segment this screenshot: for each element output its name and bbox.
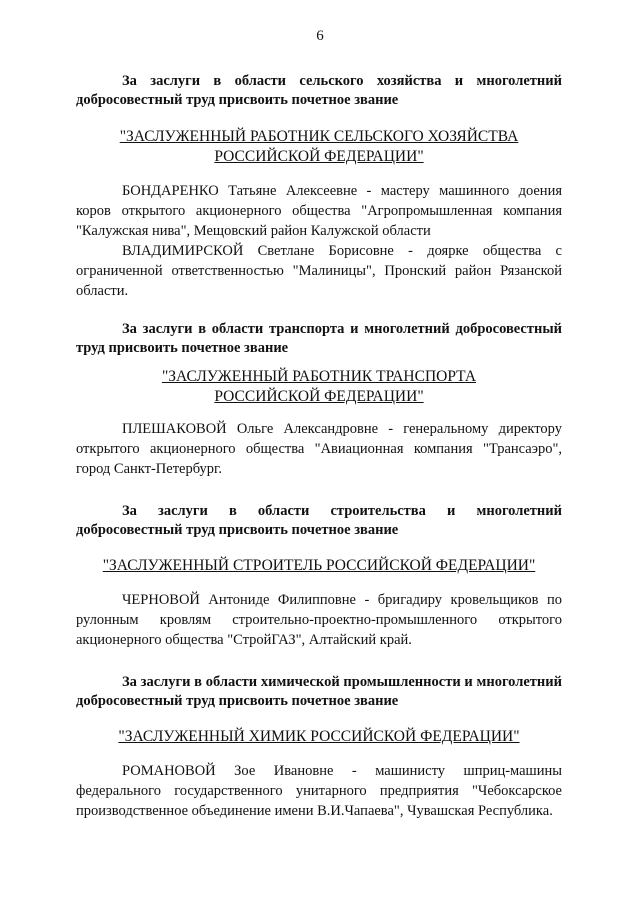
section-heading-agriculture: За заслуги в области сельского хозяйства и многолетний добросовестный труд присвоить почетное звание <box>76 73 562 108</box>
awardee-pleshakova: ПЛЕШАКОВОЙ Ольге Александровне - генеральному директору открытого акционерного общества "Авиационная компания "Трансаэро", город Санкт-Петербург. <box>76 421 562 477</box>
award-title-agriculture-line2: РОССИЙСКОЙ ФЕДЕРАЦИИ" <box>214 148 424 165</box>
decree-content <box>76 72 562 821</box>
awardee-romanova: РОМАНОВОЙ Зое Ивановне - машинисту шприц-машины федерального государственного унитарного предприятия "Чебоксарское производственное объединение имени В.И.Чапаева", Чувашская Республика. <box>76 763 562 819</box>
award-title-agriculture-line1: "ЗАСЛУЖЕННЫЙ РАБОТНИК СЕЛЬСКОГО ХОЗЯЙСТВА <box>119 128 519 145</box>
award-title-chemical: "ЗАСЛУЖЕННЫЙ ХИМИК РОССИЙСКОЙ ФЕДЕРАЦИИ" <box>118 728 520 745</box>
page-number: 6 <box>316 28 324 44</box>
section-heading-chemical: За заслуги в области химической промышленности и многолетний добросовестный труд присвоить почетное звание <box>76 674 562 709</box>
award-title-transport-line2: РОССИЙСКОЙ ФЕДЕРАЦИИ" <box>214 388 424 405</box>
section-heading-construction: За заслуги в области строительства и многолетний добросовестный труд присвоить почетное звание <box>76 503 562 538</box>
award-title-transport-line1: "ЗАСЛУЖЕННЫЙ РАБОТНИК ТРАНСПОРТА <box>161 368 477 385</box>
awardee-chernova: ЧЕРНОВОЙ Антониде Филипповне - бригадиру кровельщиков по рулонным кровлям строительно-проектно-промышленного открытого акционерного общества "СтройГАЗ", Алтайский край. <box>76 592 562 648</box>
awardee-bondarenko: БОНДАРЕНКО Татьяне Алексеевне - мастеру машинного доения коров открытого акционерного общества "Агропромышленная компания "Калужская нива", Мещовский район Калужской области <box>76 183 562 239</box>
section-heading-transport: За заслуги в области транспорта и многолетний добросовестный труд присвоить почетное звание <box>76 321 562 356</box>
awardee-vladimirskaya: ВЛАДИМИРСКОЙ Светлане Борисовне - доярке общества с ограниченной ответственностью "Малиницы", Пронский район Рязанской области. <box>76 243 562 299</box>
award-title-construction: "ЗАСЛУЖЕННЫЙ СТРОИТЕЛЬ РОССИЙСКОЙ ФЕДЕРАЦИИ" <box>102 557 536 574</box>
